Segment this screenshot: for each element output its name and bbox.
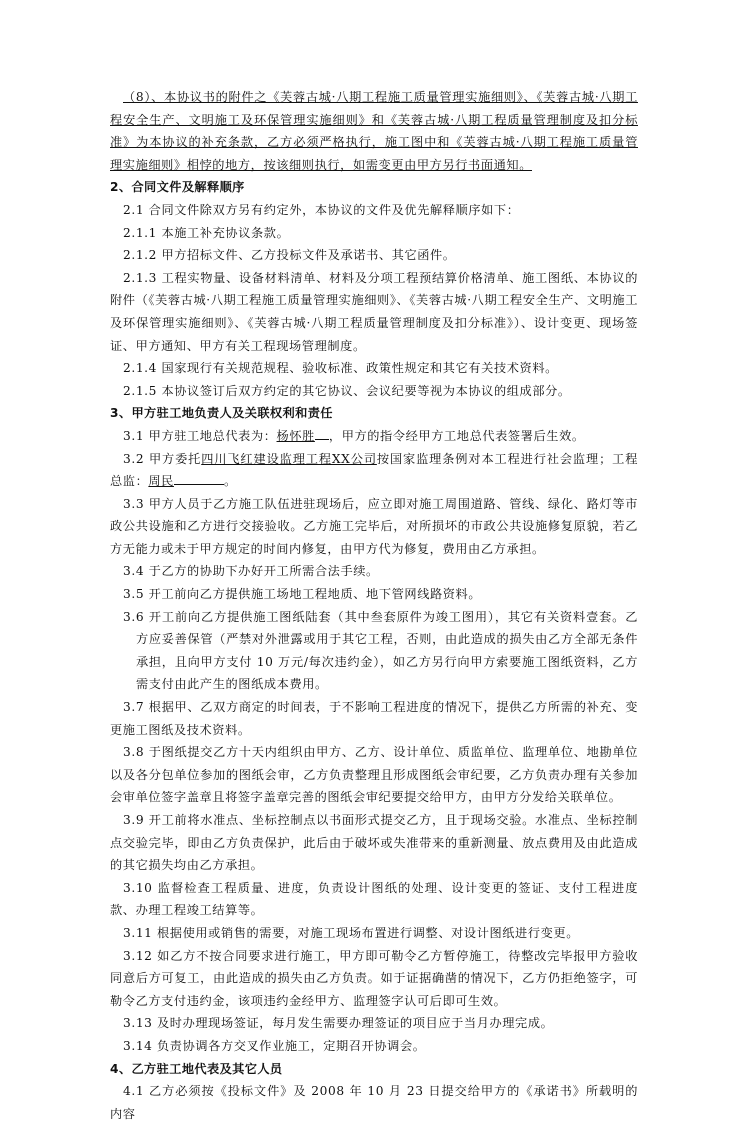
section-3-heading: 3、甲方驻工地负责人及关联权利和责任 [110,406,333,421]
clause-3-2-text-a: 3.2 甲方委托 [123,451,202,466]
clause-3-2-text-b: 按国家监理条例对本工程进行社会监理；工程总监： [110,451,638,489]
clause-4-1: 4.1 乙方必须按《投标文件》及 2008 年 10 月 23 日提交给甲方的《承诺书》所载明的内容 [110,1084,638,1121]
underline-blank [315,425,329,440]
clause-2-1-4: 2.1.4 国家现行有关规范规程、验收标准、政策性规定和其它有关技术资料。 [123,361,558,376]
clause-3-1 [110,425,638,448]
supervision-company: 四川飞红建设监理工程XX公司 [201,451,377,466]
chief-supervisor-name: 周民 [148,474,174,489]
clause-3-14: 3.14 负责协调各方交叉作业施工，定期召开协调会。 [123,1038,426,1053]
clause-3-4: 3.4 于乙方的协助下办好开工所需合法手续。 [123,564,379,579]
clause-2-1-1: 2.1.1 本施工补充协议条款。 [123,225,290,240]
clause-3-2 [110,448,638,493]
clause-2-1-5: 2.1.5 本协议签订后双方约定的其它协议、会议纪要等视为本协议的组成部分。 [123,383,571,398]
section-2-heading: 2、合同文件及解释顺序 [110,180,245,195]
document-body [110,86,638,1125]
clause-2-1: 2.1 合同文件除双方另有约定外，本协议的文件及优先解释顺序如下： [123,202,520,217]
clause-3-11: 3.11 根据使用或销售的需要，对施工现场布置进行调整、对设计图纸进行变更。 [123,925,579,940]
clause-3-3: 3.3 甲方人员于乙方施工队伍进驻现场后，应立即对施工周围道路、管线、绿化、路灯等市政公共设施和乙方进行交接验收。乙方施工完毕后，对所损坏的市政公共设施修复原貌，若乙方无能力或未于甲方规定的时间内修复，由甲方代为修复，费用由乙方承担。 [110,496,638,556]
clause-3-12: 3.12 如乙方不按合同要求进行施工，甲方即可勒令乙方暂停施工，待整改完毕报甲方验收同意后方可复工，由此造成的损失由乙方负责。如于证据确凿的情况下，乙方仍拒绝签字，可勒令乙方支付违约金，该项违约金经甲方、监理签字认可后即可生效。 [110,948,638,1008]
clause-3-9: 3.9 开工前将水准点、坐标控制点以书面形式提交乙方，且于现场交验。水准点、坐标控制点交验完毕，即由乙方负责保护，此后由于破坏或失准带来的重新测量、放点费用及由此造成的其它损失均由乙方承担。 [110,813,638,873]
representative-name: 杨怀胜 [276,428,315,443]
section-4-heading: 4、乙方驻工地代表及其它人员 [110,1061,283,1076]
clause-3-2-text-c: 。 [223,474,237,489]
clause-2-1-3: 2.1.3 工程实物量、设备材料清单、材料及分项工程预结算价格清单、施工图纸、本协议的附件（《芙蓉古城·八期工程施工质量管理实施细则》、《芙蓉古城·八期工程安全生产、文明施工及环保管理实施细则》、《芙蓉古城·八期工程质量管理制度及扣分标准》）、设计变更、现场签证、甲方通知、甲方有关工程现场管理制度。 [110,270,638,353]
clause-2-1-2: 2.1.2 甲方招标文件、乙方投标文件及承诺书、其它函件。 [123,248,456,263]
clause-3-10: 3.10 监督检查工程质量、进度，负责设计图纸的处理、设计变更的签证、支付工程进度款、办理工程竣工结算等。 [110,880,638,918]
underline-blank [174,470,224,485]
clause-3-1-text-b: ，甲方的指令经甲方工地总代表签署后生效。 [328,428,585,443]
clause-3-8: 3.8 于图纸提交乙方十天内组织由甲方、乙方、设计单位、质监单位、监理单位、地勘单位以及各分包单位参加的图纸会审，乙方负责整理且形成图纸会审纪要，乙方负责办理有关参加会审单位签字盖章且将签字盖章完善的图纸会审纪要提交给甲方，由甲方分发给关联单位。 [110,745,638,805]
clause-3-1-text-a: 3.1 甲方驻工地总代表为： [123,428,277,443]
clause-3-7: 3.7 根据甲、乙双方商定的时间表，于不影响工程进度的情况下，提供乙方所需的补充、变更施工图纸及技术资料。 [110,700,638,737]
clause-3-6: 3.6 开工前向乙方提供施工图纸陆套（其中叁套原件为竣工图用），其它有关资料壹套。乙方应妥善保管（严禁对外泄露或用于其它工程，否则，由此造成的损失由乙方全部无条件承担，且向甲方支付 10 万元/每次违约金），如乙方另行向甲方索要施工图纸资料，乙方需支付由此产生的图纸成本费用。 [123,609,638,692]
clause-3-5: 3.5 开工前向乙方提供施工场地工程地质、地下管网线路资料。 [123,587,482,602]
clause-3-13: 3.13 及时办理现场签证，每月发生需要办理签证的项目应于当月办理完成。 [123,1016,554,1031]
clause-8-paragraph: （8）、本协议书的附件之《芙蓉古城·八期工程施工质量管理实施细则》、《芙蓉古城·八期工程安全生产、文明施工及环保管理实施细则》和《芙蓉古城·八期工程质量管理制度及扣分标准》为本协议的补充条款，乙方必须严格执行，施工图中和《芙蓉古城·八期工程施工质量管理实施细则》相悖的地方，按该细则执行，如需变更由甲方另行书面通知。 [110,90,638,172]
